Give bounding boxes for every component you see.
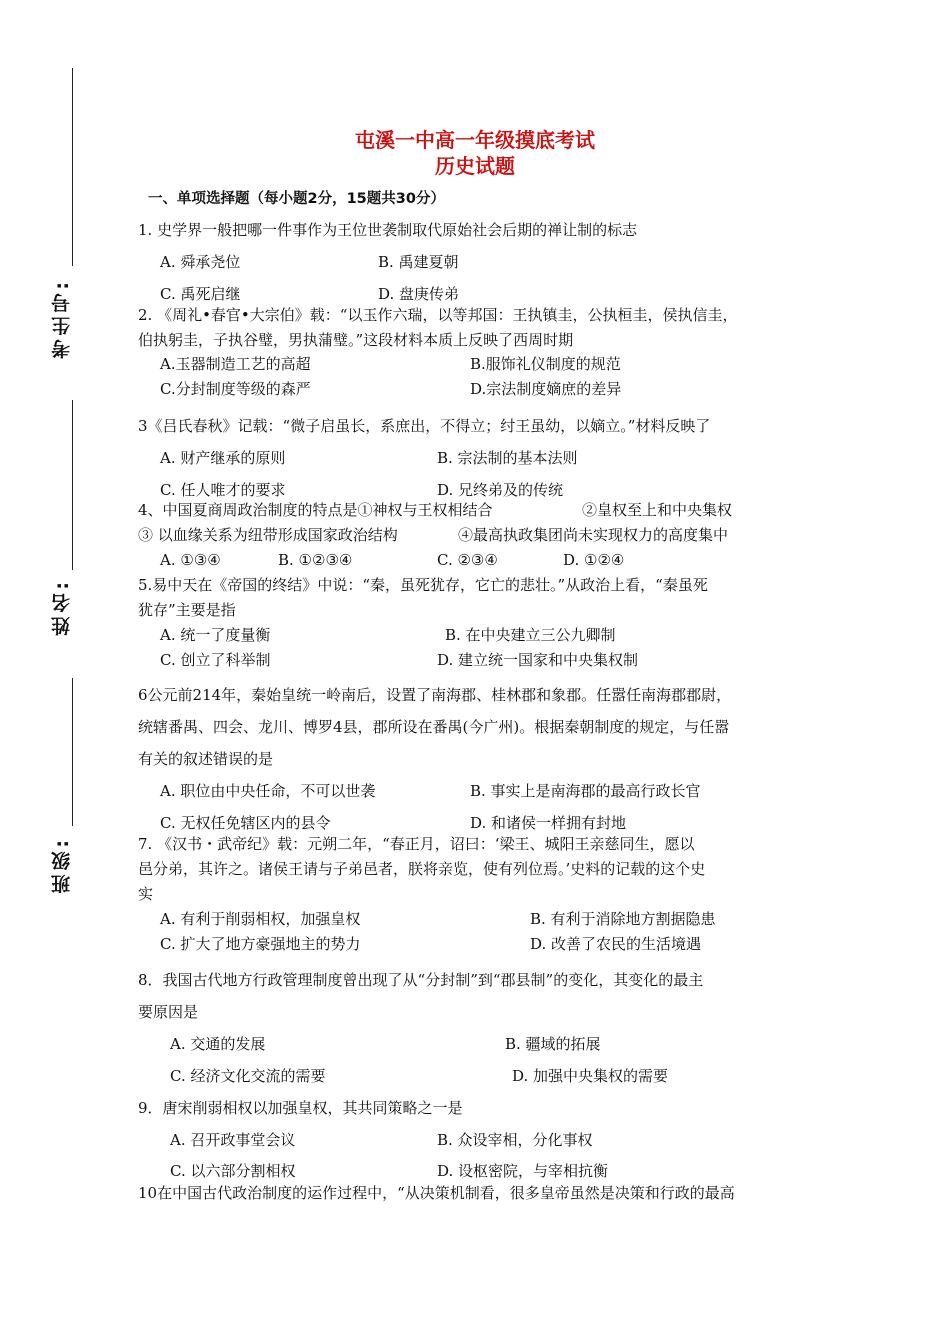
q6-option-b: B. 事实上是南海郡的最高行政长官 [470, 782, 701, 800]
q7-stem-line2: 邑分弟，其许之。诸侯王请与子弟邑者，朕将亲览，使有列位焉。’史料的记载的这个史 [138, 860, 706, 878]
q3-option-d: D. 兄终弟及的传统 [437, 481, 564, 499]
q5-option-a: A. 统一了度量衡 [160, 626, 271, 644]
q9-option-a: A. 召开政事堂会议 [170, 1131, 296, 1149]
exam-title: 屯溪一中高一年级摸底考试 [355, 128, 595, 152]
q4-stem-line1: 4、中国夏商周政治制度的特点是①神权与王权相结合 [138, 501, 493, 519]
q10-stem: 10在中国古代政治制度的运作过程中，“从决策机制看，很多皇帝虽然是决策和行政的最高 [138, 1184, 735, 1202]
q5-stem-line1: 5.易中天在《帝国的终结》中说：“秦，虽死犹存，它亡的悲壮。”从政治上看，“秦虽死 [138, 576, 708, 594]
exam-id-label: 考生号: [51, 278, 73, 359]
binding-line-2 [72, 400, 73, 570]
q7-option-d: D. 改善了农民的生活境遇 [530, 935, 702, 953]
q7-stem-line3: 实 [138, 885, 154, 903]
q2-stem-line1: 2. 《周礼•春官•大宗伯》载：“以玉作六瑞，以等邦国：王执镇圭，公执桓圭，侯执信圭， [138, 306, 738, 324]
q8-stem-line2: 要原因是 [138, 1003, 199, 1021]
q1-option-b: B. 禹建夏朝 [378, 253, 459, 271]
q6-stem-line3: 有关的叙述错误的是 [138, 750, 274, 768]
q4-stem-line2b: ④最高执政集团尚未实现权力的高度集中 [458, 526, 729, 544]
q8-stem-line1: 8．我国古代地方行政管理制度曾出现了从“分封制”到“郡县制”的变化，其变化的最主 [138, 971, 704, 989]
q1-option-a: A. 舜承尧位 [160, 253, 241, 271]
q4-option-c: C. ②③④ [437, 551, 498, 569]
q2-option-b: B.服饰礼仪制度的规范 [470, 355, 621, 373]
q7-option-a: A. 有利于削弱相权，加强皇权 [160, 910, 361, 928]
q3-option-b: B. 宗法制的基本法则 [437, 449, 578, 467]
q3-option-c: C. 任人唯才的要求 [160, 481, 286, 499]
q4-option-b: B. ①②③④ [278, 551, 353, 569]
q6-option-c: C. 无权任免辖区内的县令 [160, 814, 331, 832]
q7-option-b: B. 有利于消除地方割据隐患 [530, 910, 716, 928]
binding-line-3 [72, 678, 73, 826]
q8-option-b: B. 疆域的拓展 [505, 1035, 601, 1053]
q8-option-c: C. 经济文化交流的需要 [170, 1067, 326, 1085]
q7-option-c: C. 扩大了地方豪强地主的势力 [160, 935, 361, 953]
q9-option-c: C. 以六部分割相权 [170, 1162, 296, 1180]
q1-option-c: C. 禹死启继 [160, 285, 241, 303]
q6-option-a: A. 职位由中央任命，不可以世袭 [160, 782, 376, 800]
q2-option-d: D.宗法制度嫡庶的差异 [470, 380, 622, 398]
q7-stem-line1: 7. 《汉书・武帝纪》载：元朔二年，“春正月，诏曰：‘梁王、城阳王亲慈同生，愿以 [138, 835, 695, 853]
q5-option-d: D. 建立统一国家和中央集权制 [437, 651, 639, 669]
q5-option-b: B. 在中央建立三公九卿制 [445, 626, 616, 644]
q5-option-c: C. 创立了科举制 [160, 651, 271, 669]
q4-stem-line1b: ②皇权至上和中央集权 [582, 501, 733, 519]
q6-stem-line1: 6公元前214年，秦始皇统一岭南后，设置了南海郡、桂林郡和象郡。任嚣任南海郡郡尉， [138, 686, 732, 704]
q1-option-d: D. 盘庚传弟 [378, 285, 460, 303]
q9-option-d: D. 设枢密院，与宰相抗衡 [437, 1162, 609, 1180]
q2-option-c: C.分封制度等级的森严 [160, 380, 311, 398]
q9-option-b: B. 众设宰相，分化事权 [437, 1131, 593, 1149]
q6-option-d: D. 和诸侯一样拥有封地 [470, 814, 627, 832]
q3-option-a: A. 财产继承的原则 [160, 449, 286, 467]
q4-option-a: A. ①③④ [160, 551, 221, 569]
q4-option-d: D. ①②④ [563, 551, 625, 569]
q8-option-d: D. 加强中央集权的需要 [512, 1067, 669, 1085]
section-heading: 一、单项选择题（每小题2分，15题共30分） [148, 191, 445, 207]
q1-stem: 1. 史学界一般把哪一件事作为王位世袭制取代原始社会后期的禅让制的标志 [138, 221, 638, 239]
q9-stem: 9．唐宋削弱相权以加强皇权，其共同策略之一是 [138, 1099, 463, 1117]
q6-stem-line2: 统辖番禺、四会、龙川、博罗4县，郡所设在番禺(今广州)。根据秦朝制度的规定，与任嚣 [138, 718, 730, 736]
q8-option-a: A. 交通的发展 [170, 1035, 266, 1053]
class-label: 班级: [51, 836, 73, 894]
q2-option-a: A.玉器制造工艺的高超 [160, 355, 311, 373]
q4-stem-line2: ③ 以血缘关系为纽带形成国家政治结构 [138, 526, 398, 544]
q2-stem-line2: 伯执躬圭，子执谷璧，男执蒲璧。”这段材料本质上反映了西周时期 [138, 331, 574, 349]
q3-stem: 3《吕氏春秋》记载：“微子启虽长，系庶出，不得立；纣王虽幼，以嫡立。”材料反映了 [138, 417, 711, 435]
q5-stem-line2: 犹存”主要是指 [138, 601, 236, 619]
exam-subtitle: 历史试题 [435, 154, 515, 178]
name-label: 姓名: [51, 578, 73, 636]
